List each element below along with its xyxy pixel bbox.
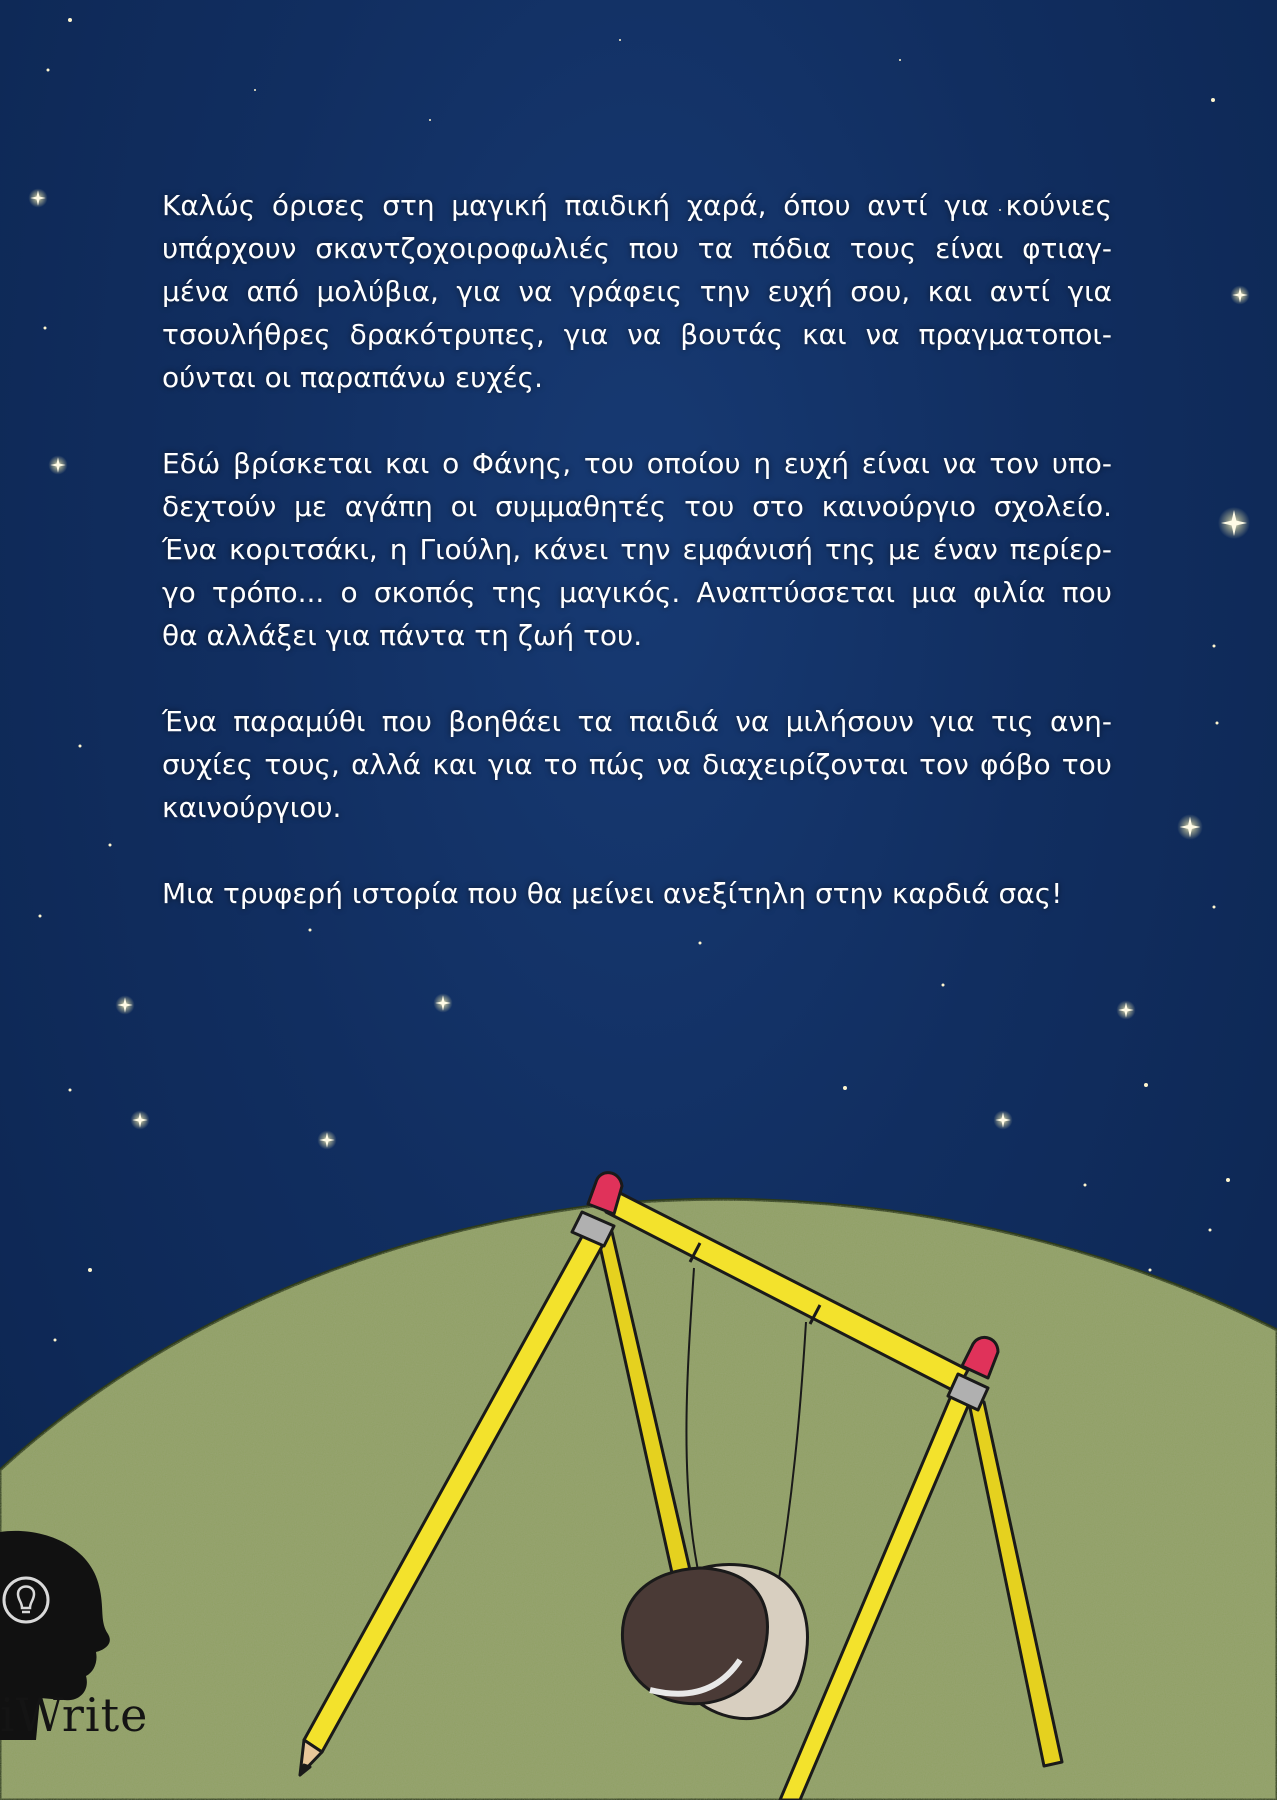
blurb-line: συχίες τους, αλλά και για το πώς να διαχειρίζονται τον φόβο του — [162, 748, 1112, 781]
blurb-line: θα αλλάξει για πάντα τη ζωή του. — [162, 619, 643, 652]
blurb-paragraph-1 — [162, 184, 1112, 399]
star — [1084, 1184, 1087, 1187]
star — [1216, 722, 1219, 725]
star — [429, 119, 431, 121]
star — [1226, 1178, 1230, 1182]
star — [68, 18, 72, 22]
blurb-paragraph-3 — [162, 700, 1112, 829]
star — [1209, 1229, 1212, 1232]
back-cover-blurb — [162, 184, 1112, 915]
blurb-line: Ένα παραμύθι που βοηθάει τα παιδιά να μιλήσουν για τις ανη- — [162, 705, 1112, 738]
star — [47, 69, 50, 72]
star — [699, 942, 702, 945]
star — [79, 745, 82, 748]
blurb-line: υπάρχουν σκαντζοχοιροφωλιές που τα πόδια τους είναι φτιαγ- — [162, 232, 1112, 265]
blurb-line: Καλώς όρισες στη μαγική παιδική χαρά, όπου αντί για κούνιες — [162, 189, 1112, 222]
star — [54, 1339, 57, 1342]
star — [88, 1268, 92, 1272]
blurb-line: Μια τρυφερή ιστορία που θα μείνει ανεξίτηλη στην καρδιά σας! — [162, 877, 1063, 910]
star — [254, 89, 256, 91]
star — [1149, 1269, 1152, 1272]
star — [899, 59, 901, 61]
star — [942, 984, 945, 987]
star — [69, 1089, 72, 1092]
blurb-line: γο τρόπο... ο σκοπός της μαγικός. Αναπτύσσεται μια φιλία που — [162, 576, 1112, 609]
star — [1213, 645, 1216, 648]
star — [109, 844, 112, 847]
blurb-paragraph-4 — [162, 872, 1112, 915]
blurb-line: μένα από μολύβια, για να γράφεις την ευχή σου, και αντί για — [162, 275, 1112, 308]
blurb-line: τσουλήθρες δρακότρυπες, για να βουτάς και να πραγματοποι- — [162, 318, 1112, 351]
star — [619, 39, 621, 41]
iwrite-logo-icon — [0, 1530, 200, 1790]
blurb-paragraph-2 — [162, 442, 1112, 657]
blurb-line: ούνται οι παραπάνω ευχές. — [162, 361, 543, 394]
star — [44, 327, 47, 330]
star — [1213, 906, 1216, 909]
blurb-line: δεχτούν με αγάπη οι συμμαθητές του στο καινούργιο σχολείο. — [162, 490, 1112, 523]
star — [1144, 1083, 1148, 1087]
star — [1211, 98, 1215, 102]
star — [39, 915, 42, 918]
blurb-line: καινούργιου. — [162, 791, 342, 824]
publisher-logo-text: iWrite — [0, 1688, 149, 1742]
star — [843, 1086, 847, 1090]
star — [309, 929, 312, 932]
blurb-line: Εδώ βρίσκεται και ο Φάνης, του οποίου η ευχή είναι να τον υπο- — [162, 447, 1112, 480]
blurb-line: Ένα κοριτσάκι, η Γιούλη, κάνει την εμφάνισή της με έναν περίερ- — [162, 533, 1112, 566]
